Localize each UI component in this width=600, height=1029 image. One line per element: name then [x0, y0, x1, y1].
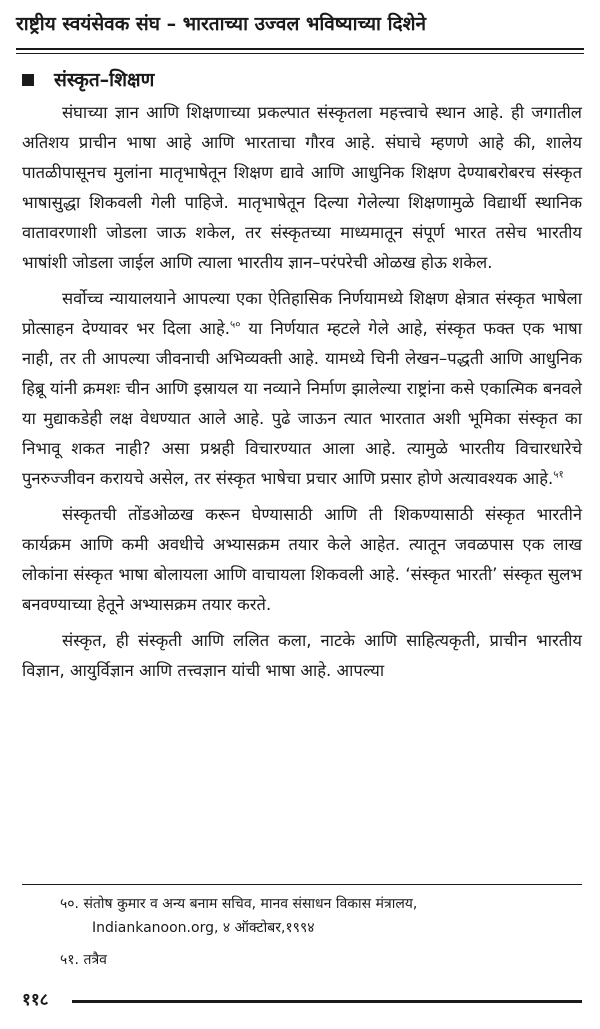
footnote [60, 948, 580, 972]
paragraph-text: सर्वोच्च न्यायालयाने आपल्या एका ऐतिहासिक निर्णयामध्ये शिक्षण क्षेत्रात संस्कृत भाषेला प्रोत्साहन देण्यावर भर दिला आहे. [22, 289, 582, 338]
header-rule-thin [16, 53, 584, 54]
footnote-text: ५१. तत्रैव [60, 952, 107, 968]
footnote-divider [22, 884, 582, 885]
footer-rule [72, 1000, 582, 1003]
footnote-text: ५०. संतोष कुमार व अन्य बनाम सचिव, मानव संसाधन विकास मंत्रालय, [60, 896, 418, 912]
footnotes [60, 892, 580, 980]
running-header: राष्ट्रीय स्वयंसेवक संघ – भारताच्या उज्वल भविष्याच्या दिशेने [16, 13, 427, 35]
paragraph: संघाच्या ज्ञान आणि शिक्षणाच्या प्रकल्पात संस्कृतला महत्त्वाचे स्थान आहे. ही जगातील अतिशय प्राचीन भाषा आहे आणि भारताचा गौरव आहे. संघाचे म्हणणे आहे की, शालेय पातळीपासूनच मुलांना मातृभाषेतून शिक्षण द्यावे आणि आधुनिक शिक्षण देण्याबरोबरच संस्कृत भाषासुद्धा शिकवली गेली पाहिजे. मातृभाषेतून दिल्या गेलेल्या शिक्षणामुळे विद्यार्थी स्थानिक वातावरणाशी जोडला जाऊ शकेल, तर संस्कृतच्या माध्यमातून संपूर्ण भारत तसेच भारतीय भाषांशी जोडला जाईल आणि त्याला भारतीय ज्ञान–परंपरेची ओळख होऊ शकेल. [22, 103, 582, 272]
footnote-ref: ५० [230, 319, 241, 331]
body-text [22, 98, 582, 692]
header-rule [16, 48, 584, 50]
square-bullet-icon [22, 74, 34, 86]
footnote-ref: ५१ [553, 469, 564, 481]
section-heading [22, 66, 154, 94]
paragraph: संस्कृत, ही संस्कृती आणि ललित कला, नाटके आणि साहित्यकृती, प्राचीन भारतीय विज्ञान, आयुर्विज्ञान आणि तत्त्वज्ञान यांची भाषा आहे. आपल्या [22, 631, 582, 680]
footnote [60, 892, 580, 940]
page-number: ११८ [22, 990, 49, 1010]
paragraph [22, 284, 582, 494]
section-heading-text: संस्कृत–शिक्षण [54, 69, 155, 91]
paragraph: संस्कृतची तोंडओळख करून घेण्यासाठी आणि ती शिकण्यासाठी संस्कृत भारतीने कार्यक्रम आणि कमी अवधीचे अभ्यासक्रम तयार केले आहेत. त्यातून जवळपास एक लाख लोकांना संस्कृत भाषा बोलायला आणि वाचायला शिकवली आहे. ‘संस्कृत भारती’ संस्कृत सुलभ बनवण्याच्या हेतूने अभ्यासक्रम तयार करते. [22, 505, 582, 614]
paragraph-text: या निर्णयात म्हटले गेले आहे, संस्कृत फक्त एक भाषा नाही, तर ती आपल्या जीवनाची अभिव्यक्ती आहे. यामध्ये चिनी लेखन–पद्धती आणि आधुनिक हिब्रू यांनी क्रमशः चीन आणि इस्रायल या नव्याने निर्माण झालेल्या राष्ट्रांना कसे एकात्मिक बनवले या मुद्याकडेही लक्ष वेधण्यात आले आहे. पुढे जाऊन त्यात भारतात अशी भूमिका संस्कृत का निभावू शकत नाही? असा प्रश्नही विचारण्यात आला आहे. त्यामुळे भारतीय विचारधारेचे पुनरुज्जीवन करायचे असेल, तर संस्कृत भाषेचा प्रचार आणि प्रसार होणे अत्यावश्यक आहे. [22, 319, 582, 488]
footnote-source: Indiankanoon.org, ४ ऑक्टोबर,१९९४ [92, 920, 315, 936]
